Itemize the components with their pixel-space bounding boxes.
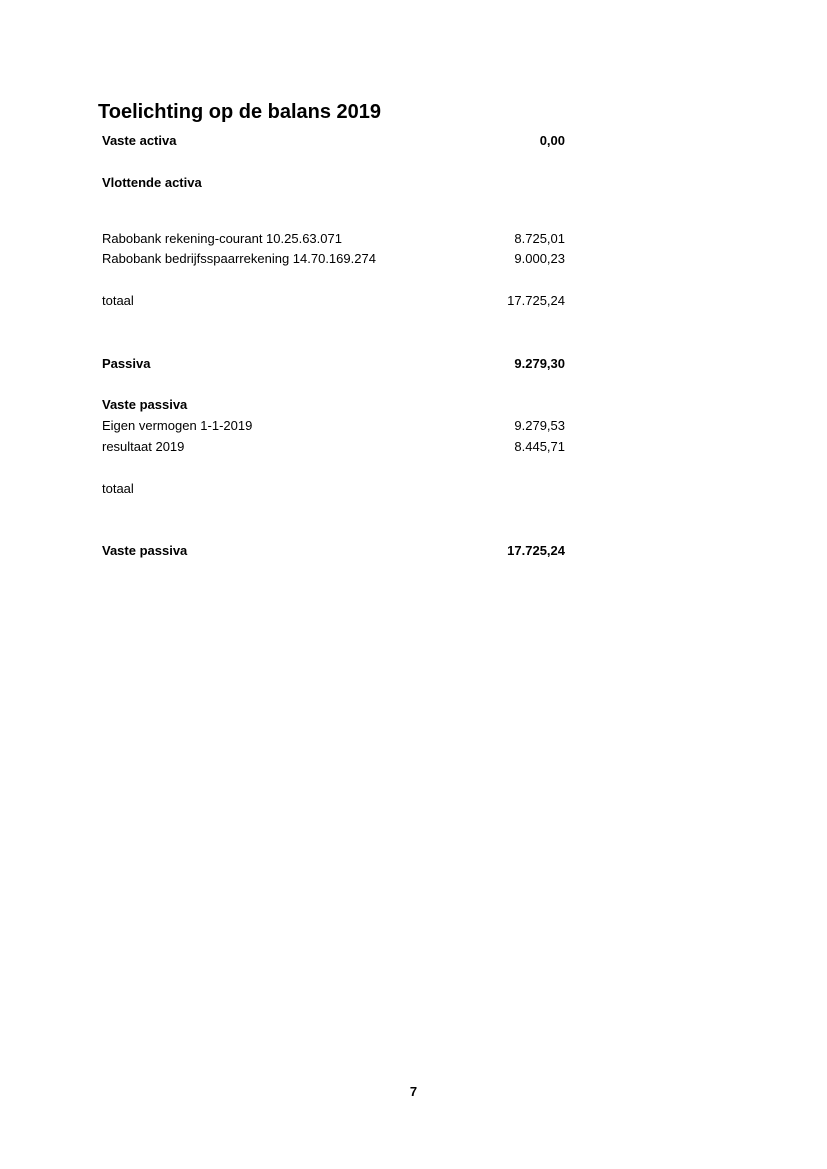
row-amount: 0,00	[539, 133, 565, 148]
row-amount: 17.725,24	[507, 293, 565, 308]
row-vaste-activa	[102, 132, 565, 150]
row-vaste-passiva-total	[102, 542, 565, 560]
row-eigen-vermogen	[102, 417, 565, 435]
page-title: Toelichting op de balans 2019	[98, 101, 382, 123]
row-vaste-passiva-header	[102, 396, 565, 414]
row-label: Vaste activa	[102, 133, 177, 148]
row-amount: 8.725,01	[514, 231, 565, 246]
row-amount: 17.725,24	[507, 543, 565, 558]
row-resultaat	[102, 438, 565, 456]
row-passiva	[102, 355, 565, 373]
row-rabobank-rekening-courant	[102, 230, 565, 248]
row-label: Passiva	[102, 356, 151, 371]
row-totaal-activa	[102, 292, 565, 310]
row-amount: 8.445,71	[514, 439, 565, 454]
row-amount: 9.000,23	[514, 251, 565, 266]
row-label: Rabobank rekening-courant 10.25.63.071	[102, 231, 342, 246]
row-label: totaal	[102, 481, 134, 496]
row-label: resultaat 2019	[102, 439, 185, 454]
row-label: Vaste passiva	[102, 397, 188, 412]
row-label: Rabobank bedrijfsspaarrekening 14.70.169.274	[102, 251, 376, 266]
row-vlottende-activa	[102, 174, 565, 192]
row-amount: 9.279,30	[514, 356, 565, 371]
page-number: 7	[409, 1084, 418, 1099]
row-label: Vlottende activa	[102, 175, 202, 190]
row-label: Vaste passiva	[102, 543, 188, 558]
row-rabobank-bedrijfsspaarrekening	[102, 250, 565, 268]
row-label: totaal	[102, 293, 134, 308]
row-label: Eigen vermogen 1-1-2019	[102, 418, 253, 433]
row-totaal-passiva	[102, 480, 565, 498]
row-amount: 9.279,53	[514, 418, 565, 433]
